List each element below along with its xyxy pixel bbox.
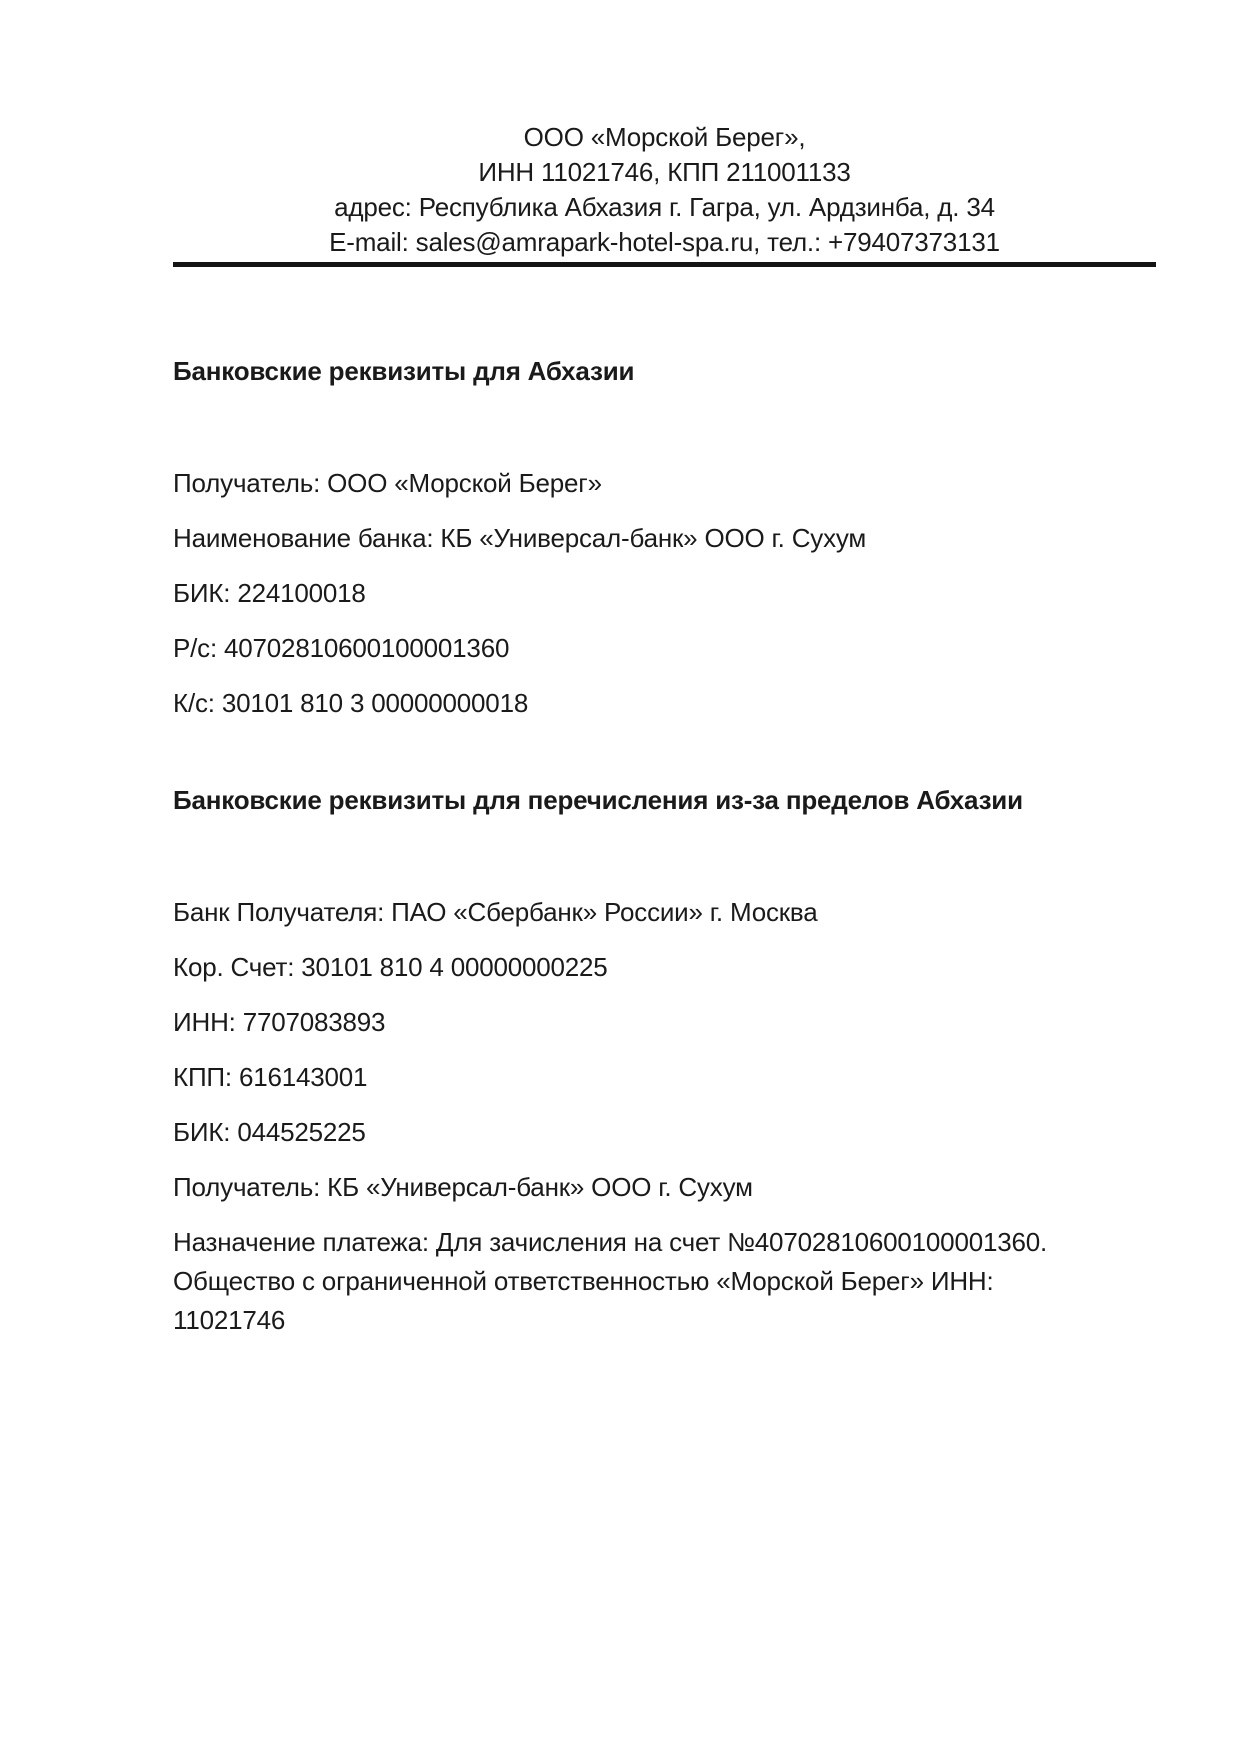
company-name: ООО «Морской Берег», bbox=[523, 122, 806, 152]
recipient-line: Получатель: ООО «Морской Берег» bbox=[173, 468, 602, 498]
section-heading-abkhazia: Банковские реквизиты для Абхазии bbox=[173, 356, 635, 386]
payment-purpose bbox=[173, 1223, 1156, 1340]
beneficiary-bank-line: Банк Получателя: ПАО «Сбербанк» России» г. Москва bbox=[173, 897, 818, 927]
company-inn-kpp: ИНН 11021746, КПП 211001133 bbox=[478, 157, 851, 187]
document-content bbox=[173, 120, 1156, 1340]
document-body bbox=[173, 352, 1156, 1340]
inn-line: ИНН: 7707083893 bbox=[173, 1007, 386, 1037]
company-header bbox=[173, 120, 1156, 260]
recipient-line-2: Получатель: КБ «Универсал-банк» ООО г. Сухум bbox=[173, 1172, 753, 1202]
header-divider bbox=[173, 262, 1156, 267]
settlement-account-line: Р/с: 40702810600100001360 bbox=[173, 633, 510, 663]
bik-line: БИК: 224100018 bbox=[173, 578, 366, 608]
corr-account-line-2: Кор. Счет: 30101 810 4 00000000225 bbox=[173, 952, 608, 982]
payment-purpose-line-2: Общество с ограниченной ответственностью «Морской Берег» ИНН: bbox=[173, 1266, 994, 1296]
payment-purpose-line-3: 11021746 bbox=[173, 1305, 286, 1335]
bank-name-line: Наименование банка: КБ «Универсал-банк» ООО г. Сухум bbox=[173, 523, 867, 553]
payment-purpose-line-1: Назначение платежа: Для зачисления на счет №40702810600100001360. bbox=[173, 1227, 1048, 1257]
company-email-phone: E-mail: sales@amrapark-hotel-spa.ru, тел.: +79407373131 bbox=[329, 227, 1000, 257]
bik-line-2: БИК: 044525225 bbox=[173, 1117, 366, 1147]
corr-account-line: К/с: 30101 810 3 00000000018 bbox=[173, 688, 529, 718]
section-heading-outside-abkhazia: Банковские реквизиты для перечисления из-за пределов Абхазии bbox=[173, 785, 1023, 815]
company-address: адрес: Республика Абхазия г. Гагра, ул. Ардзинба, д. 34 bbox=[334, 192, 995, 222]
kpp-line: КПП: 616143001 bbox=[173, 1062, 368, 1092]
